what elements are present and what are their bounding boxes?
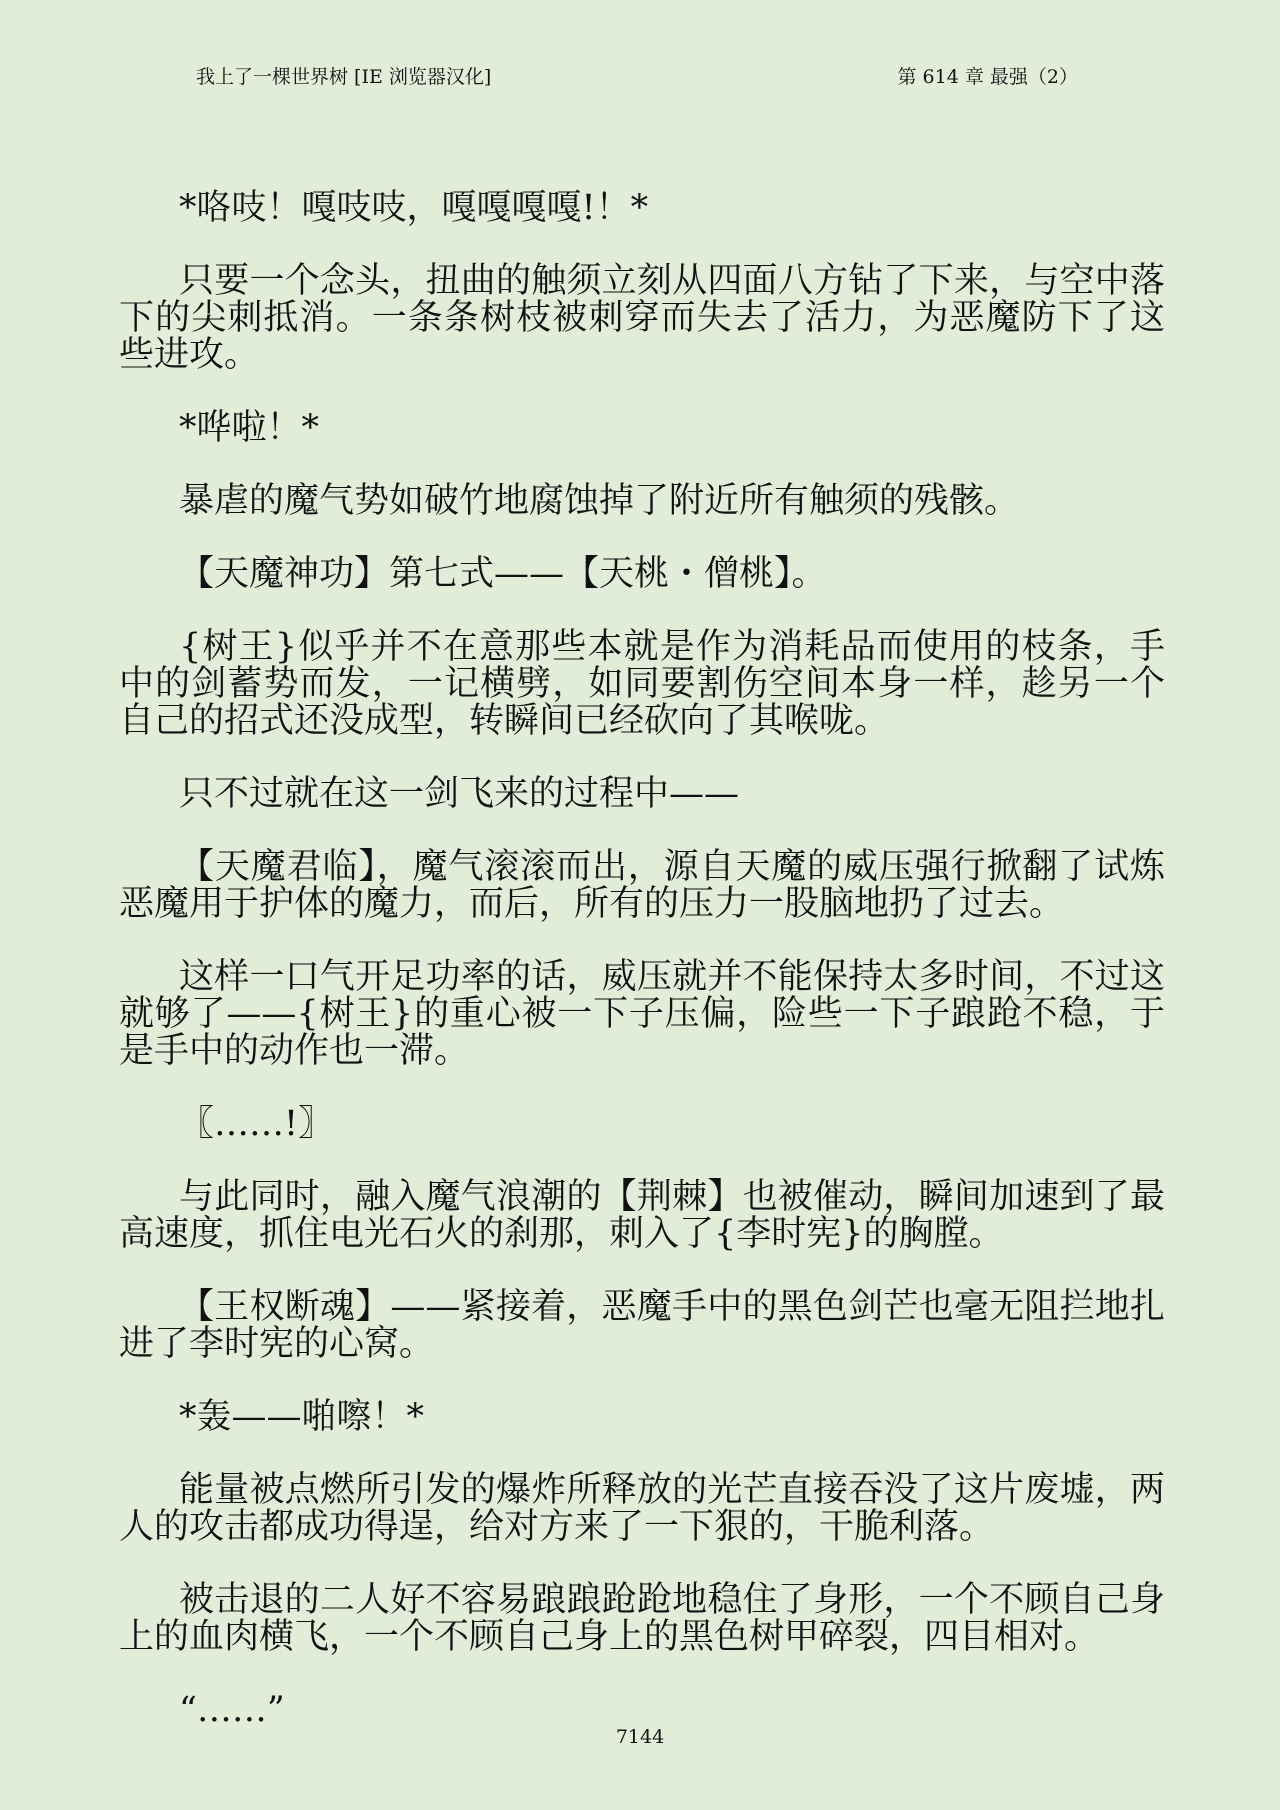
paragraph: 暴虐的魔气势如破竹地腐蚀掉了附近所有触须的残骸。 — [179, 481, 1020, 521]
paragraph: 【天魔神功】第七式——【天桃・僧桃】。 — [179, 554, 827, 594]
paragraph: 〖……!〗 — [179, 1104, 334, 1144]
paragraph: *哗啦！* — [179, 408, 320, 448]
paragraph: 能量被点燃所引发的爆炸所释放的光芒直接吞没了这片废墟，两人的攻击都成功得逞，给对方来了一下狠的，干脆利落。 — [119, 1470, 1165, 1547]
paragraph: 只不过就在这一剑飞来的过程中—— — [179, 774, 740, 814]
paragraph: {树王}似乎并不在意那些本就是作为消耗品而使用的枝条，手中的剑蓄势而发，一记横劈，如同要割伤空间本身一样，趁另一个自己的招式还没成型，转瞬间已经砍向了其喉咙。 — [119, 627, 1165, 741]
paragraph: *咯吱！嘎吱吱，嘎嘎嘎嘎!！* — [179, 188, 649, 228]
paragraph: 这样一口气开足功率的话，威压就并不能保持太多时间，不过这就够了——{树王}的重心被一下子压偏，险些一下子踉跄不稳，于是手中的动作也一滞。 — [119, 957, 1165, 1071]
paragraph: 只要一个念头，扭曲的触须立刻从四面八方钻了下来，与空中落下的尖刺抵消。一条条树枝被刺穿而失去了活力，为恶魔防下了这些进攻。 — [119, 261, 1165, 375]
paragraph: 【王权断魂】——紧接着，恶魔手中的黑色剑芒也毫无阻拦地扎进了李时宪的心窝。 — [119, 1287, 1165, 1364]
running-header-book-title: 我上了一棵世界树 [IE 浏览器汉化] — [196, 66, 492, 88]
paragraph: 被击退的二人好不容易踉踉跄跄地稳住了身形，一个不顾自己身上的血肉横飞，一个不顾自己身上的黑色树甲碎裂，四目相对。 — [119, 1580, 1165, 1657]
paragraph: “……” — [179, 1690, 285, 1730]
paragraph: 与此同时，融入魔气浪潮的【荆棘】也被催动，瞬间加速到了最高速度，抓住电光石火的刹那，刺入了{李时宪}的胸膛。 — [119, 1177, 1165, 1254]
paragraph: 【天魔君临】，魔气滚滚而出，源自天魔的威压强行掀翻了试炼恶魔用于护体的魔力，而后，所有的压力一股脑地扔了过去。 — [119, 847, 1165, 924]
paragraph: *轰——啪嚓！* — [179, 1397, 425, 1437]
chapter-body — [119, 190, 1165, 1765]
page-number: 7144 — [615, 1726, 665, 1748]
running-header-chapter-title: 第 614 章 最强（2） — [897, 66, 1078, 88]
